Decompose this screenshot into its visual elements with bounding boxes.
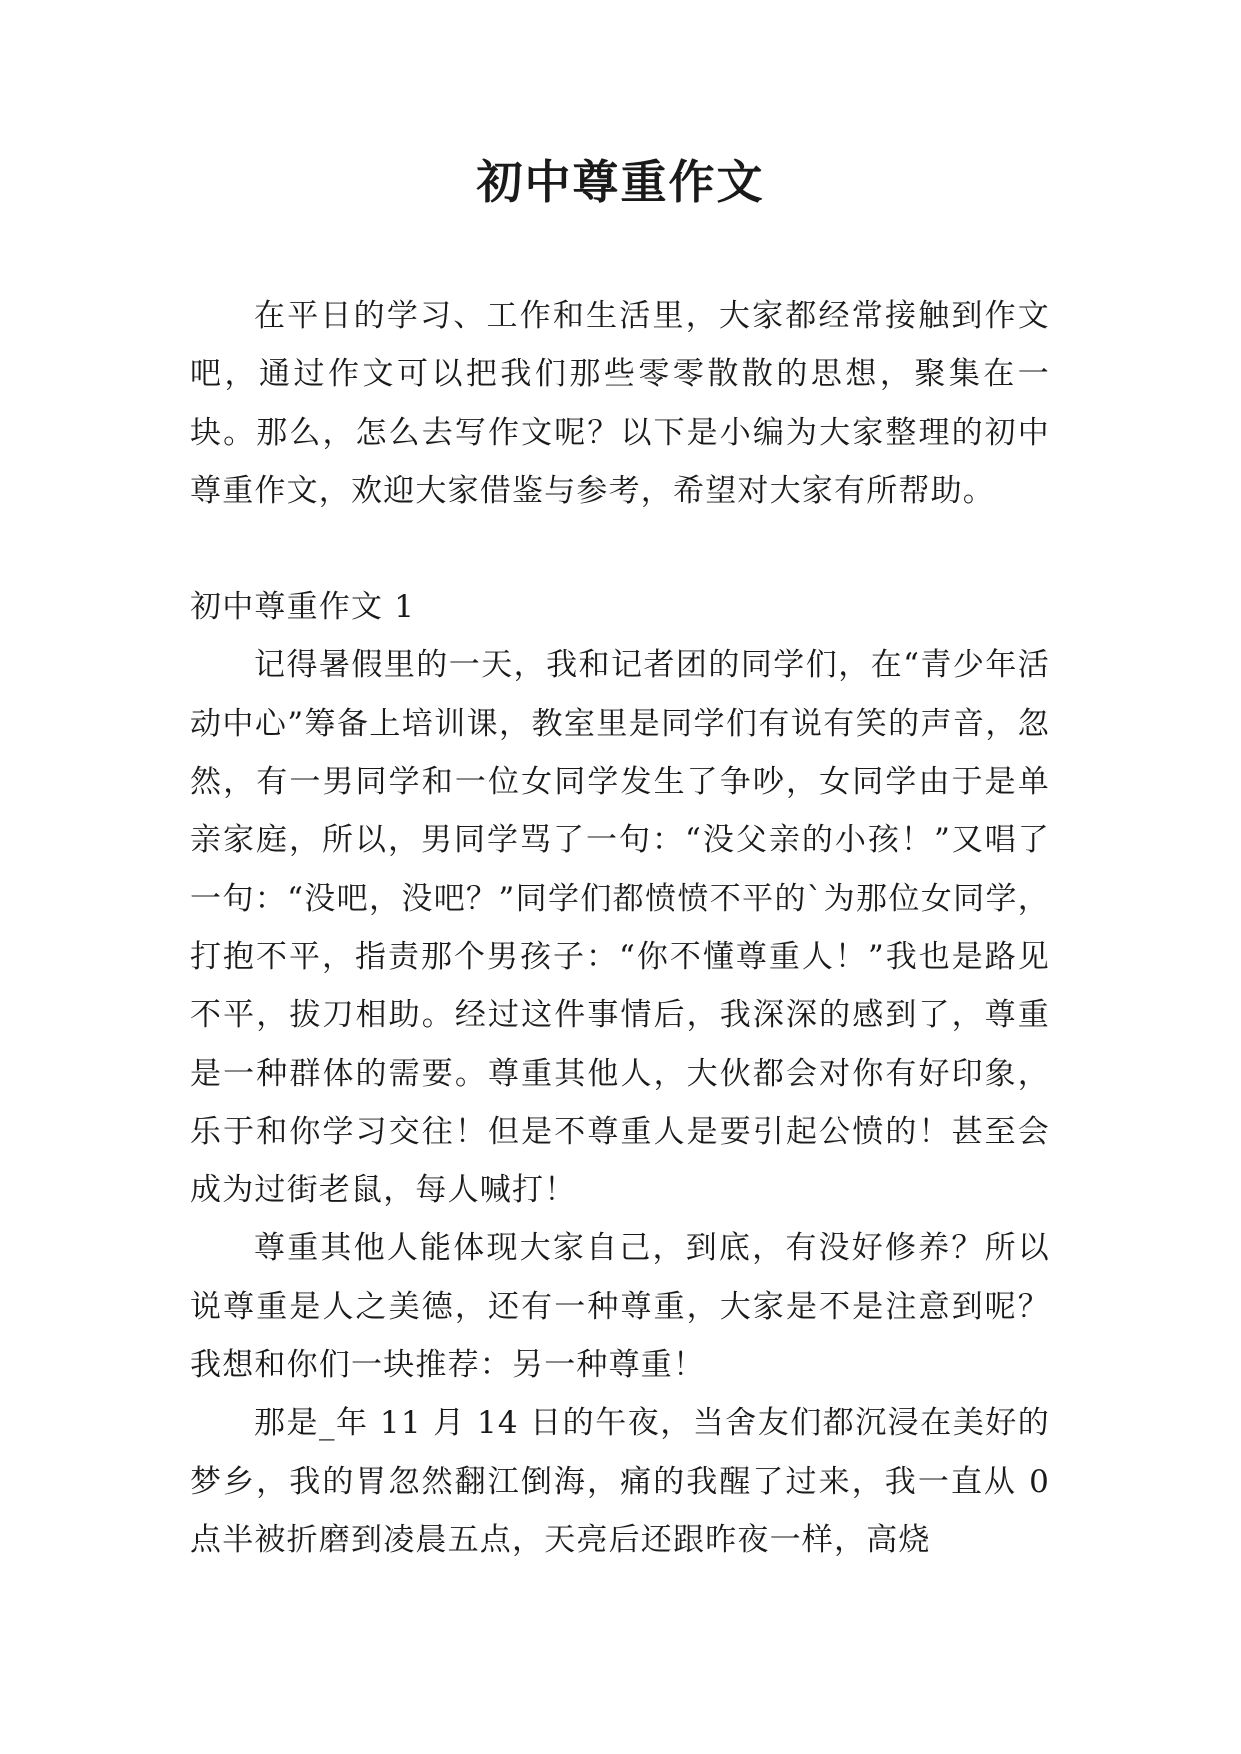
body-paragraph-2: 尊重其他人能体现大家自己，到底，有没好修养？所以说尊重是人之美德，还有一种尊重，大家是不是注意到呢？我想和你们一块推荐：另一种尊重！ bbox=[190, 1230, 1050, 1384]
document-body bbox=[190, 287, 1050, 1569]
section-heading: 初中尊重作文 1 bbox=[190, 589, 416, 626]
body-paragraph-3: 那是_年 11 月 14 日的午夜，当舍友们都沉浸在美好的梦乡，我的胃忽然翻江倒海，痛的我醒了过来，我一直从 0点半被折磨到凌晨五点，天亮后还跟昨夜一样，高烧 bbox=[190, 1405, 1050, 1558]
body-paragraph-1: 记得暑假里的一天，我和记者团的同学们，在“青少年活动中心”筹备上培训课，教室里是同学们有说有笑的声音，忽然，有一男同学和一位女同学发生了争吵，女同学由于是单亲家庭，所以，男同学骂了一句：“没父亲的小孩！”又唱了一句：“没吧，没吧？”同学们都愤愤不平的`为那位女同学，打抱不平，指责那个男孩子：“你不懂尊重人！”我也是路见不平，拔刀相助。经过这件事情后，我深深的感到了，尊重是一种群体的需要。尊重其他人，大伙都会对你有好印象，乐于和你学习交往！但是不尊重人是要引起公愤的！甚至会成为过街老鼠，每人喊打！ bbox=[190, 647, 1050, 1209]
intro-paragraph: 在平日的学习、工作和生活里，大家都经常接触到作文吧，通过作文可以把我们那些零零散散的思想，聚集在一块。那么，怎么去写作文呢？以下是小编为大家整理的初中尊重作文，欢迎大家借鉴与参考，希望对大家有所帮助。 bbox=[190, 298, 1050, 509]
document-title: 初中尊重作文 bbox=[476, 155, 765, 209]
